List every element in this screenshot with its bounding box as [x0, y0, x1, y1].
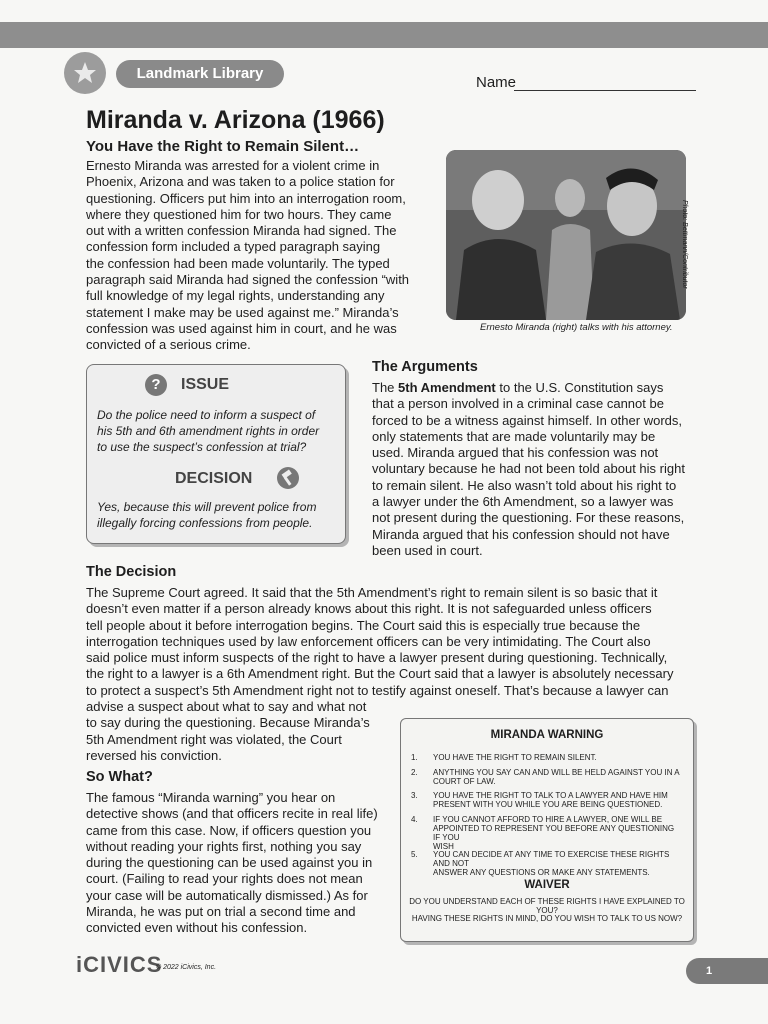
warning-item-text	[433, 768, 683, 786]
text-line: used. Miranda argued that his confession was not	[372, 445, 659, 461]
name-field-line	[514, 90, 696, 91]
text-line: said police must inform suspects of the right to have a lawyer present during questioning. Technically,	[86, 650, 668, 666]
so-what-heading: So What?	[86, 769, 153, 785]
text-line: APPOINTED TO REPRESENT YOU BEFORE ANY QUESTIONING IF YOU	[433, 824, 675, 842]
text-line: Miranda argued that his confession should not have	[372, 526, 670, 542]
text-line: YOU CAN DECIDE AT ANY TIME TO EXERCISE THESE RIGHTS AND NOT	[433, 850, 670, 868]
warning-item-number: 5.	[411, 850, 418, 859]
warning-item-number: 3.	[411, 791, 418, 800]
gavel-icon	[275, 466, 301, 495]
text-line: paragraph said Miranda had signed the confession “with	[86, 272, 410, 288]
text-line: the confession had been made voluntarily. The typed	[86, 255, 390, 271]
text-line: confession was used against him in court, and he was	[86, 320, 397, 336]
text-line: detective shows (and that officers recite in real life)	[86, 806, 378, 822]
so-what-paragraph	[86, 790, 396, 937]
text-line: full knowledge of my legal rights, understanding any	[86, 288, 385, 304]
text-line: to use the suspect’s confession at trial?	[97, 440, 307, 454]
text-line: ANYTHING YOU SAY CAN AND WILL BE HELD AGAINST YOU IN A	[433, 768, 680, 777]
decision-text	[97, 499, 339, 531]
text-line: confession form included a typed paragraph saying	[86, 239, 381, 255]
text-line: reversed his conviction.	[86, 747, 222, 763]
section-heading-right-to-remain-silent: You Have the Right to Remain Silent…	[86, 138, 360, 155]
text-line: ANSWER ANY QUESTIONS OR MAKE ANY STATEMENTS.	[433, 868, 650, 877]
photo-miranda-with-attorney	[446, 150, 686, 320]
warning-item-text	[433, 791, 683, 809]
text-line: doesn’t even matter if a person already knows about this right. It is not safeguarded unless officers	[86, 601, 652, 617]
warning-item-text	[433, 753, 683, 762]
waiver-title: WAIVER	[524, 879, 570, 891]
text-line: the right to a lawyer is a 6th Amendment right. But the Court said that a lawyer is absolutely necessary	[86, 666, 674, 682]
section-badge: Landmark Library	[116, 60, 284, 88]
question-icon: ?	[145, 374, 167, 396]
text-line: to say during the questioning. Because Miranda’s	[86, 715, 370, 731]
name-label: Name	[476, 74, 517, 91]
text-line: YOU HAVE THE RIGHT TO TALK TO A LAWYER AND HAVE HIM	[433, 791, 668, 800]
warning-item-text	[433, 850, 683, 877]
warning-item-number: 1.	[411, 753, 418, 762]
text-line: convicted of a serious crime.	[86, 337, 251, 353]
text-line: came from this case. Now, if officers question you	[86, 822, 372, 838]
text-line: IF YOU CANNOT AFFORD TO HIRE A LAWYER, ONE WILL BE	[433, 815, 663, 824]
text-line: been used in court.	[372, 542, 483, 558]
text-line: Miranda, he was put on trial a second time and	[86, 904, 356, 920]
text-line: without reading your rights first, nothing you say	[86, 838, 362, 854]
text-line: statement I make may be used against me.” Miranda’s	[86, 304, 399, 320]
text-line: to protect a suspect’s 5th Amendment right not to testify against oneself. That’s because a lawyer can	[86, 682, 669, 698]
issue-heading: ISSUE	[181, 376, 230, 393]
text-line: forced to be a witness against himself. In other words,	[372, 412, 682, 428]
text-line: his 5th and 6th amendment rights in order	[97, 424, 320, 438]
text-line: interrogation techniques used by law enforcement officers can be very intimidating. The Court also	[86, 633, 651, 649]
page-title: Miranda v. Arizona (1966)	[86, 106, 385, 134]
text-line: tell people about it before interrogation begins. The Court said this is especially true because the	[86, 617, 641, 633]
text-line: The famous “Miranda warning” you hear on	[86, 790, 336, 805]
text-line: WISH	[433, 842, 454, 851]
text-line: YOU HAVE THE RIGHT TO REMAIN SILENT.	[433, 753, 597, 762]
text-line: that a person involved in a criminal case cannot be	[372, 396, 664, 412]
text-line: court. (Failing to read your rights does not mean	[86, 871, 363, 887]
miranda-warning-box	[400, 718, 694, 942]
text-line: Ernesto Miranda was arrested for a violent crime in	[86, 158, 380, 173]
text-line: Phoenix, Arizona and was taken to a police station for	[86, 174, 395, 190]
text-line: during the questioning can be used against you in	[86, 855, 373, 871]
top-banner	[0, 22, 768, 48]
text-line: only statements that are made voluntarily may be	[372, 428, 656, 444]
arguments-heading: The Arguments	[372, 359, 478, 375]
text-line: convicted even without his confession.	[86, 920, 308, 936]
text-line: a lawyer under the 6th Amendment, so a lawyer was	[372, 494, 674, 510]
copyright: © 2022 iCivics, Inc.	[156, 964, 217, 971]
waiver-question: HAVING THESE RIGHTS IN MIND, DO YOU WISH TO TALK TO US NOW?	[411, 914, 683, 923]
decision-heading: DECISION	[175, 470, 253, 487]
text-line: Do the police need to inform a suspect of	[97, 408, 316, 422]
text-line: not present during the questioning. For these reasons,	[372, 510, 685, 526]
issue-decision-box	[86, 364, 346, 544]
text-line: PRESENT WITH YOU WHILE YOU ARE BEING QUESTIONED.	[433, 800, 663, 809]
warning-item-number: 4.	[411, 815, 418, 824]
text-line: your case will be automatically dismissed.) As for	[86, 887, 368, 903]
arguments-paragraph	[372, 380, 702, 559]
warning-item-number: 2.	[411, 768, 418, 777]
text-line: 5th Amendment right was violated, the Court	[86, 731, 342, 747]
photo-caption: Ernesto Miranda (right) talks with his attorney.	[480, 322, 673, 333]
landmark-badge-icon	[64, 52, 106, 94]
fifth-amendment-bold: 5th Amendment	[398, 380, 496, 395]
icivics-logo: iCIVICS	[76, 952, 163, 977]
intro-paragraph	[86, 158, 438, 354]
text-line: COURT OF LAW.	[433, 777, 496, 786]
photo-credit: Photo: Bettmann/Contributor	[681, 200, 688, 289]
issue-text	[97, 407, 339, 455]
text-line: out with a written confession Miranda had signed. The	[86, 223, 397, 239]
text-line: The Supreme Court agreed. It said that the 5th Amendment’s right to remain silent is so basic that it	[86, 585, 658, 600]
waiver-question: DO YOU UNDERSTAND EACH OF THESE RIGHTS I HAVE EXPLAINED TO YOU?	[409, 897, 685, 915]
text-line	[372, 380, 702, 396]
miranda-warning-title: MIRANDA WARNING	[490, 729, 604, 741]
text-line: to remain silent. He also wasn’t told about his right to	[372, 477, 677, 493]
text-line: Yes, because this will prevent police from	[97, 500, 317, 514]
text-run: The	[372, 380, 399, 395]
decision-section-heading: The Decision	[86, 564, 177, 580]
warning-item-text	[433, 815, 683, 851]
page-number: 1	[686, 958, 768, 984]
text-line: illegally forcing confessions from people.	[97, 516, 313, 530]
text-line: advise a suspect about what to say and what not	[86, 699, 367, 715]
text-line: voluntary because he had not been told about his right	[372, 461, 685, 477]
text-line: where they questioned him for two hours. They came	[86, 206, 392, 222]
text-line: questioning. Officers put him into an interrogation room,	[86, 190, 406, 206]
text-run: to the U.S. Constitution says	[495, 380, 664, 395]
